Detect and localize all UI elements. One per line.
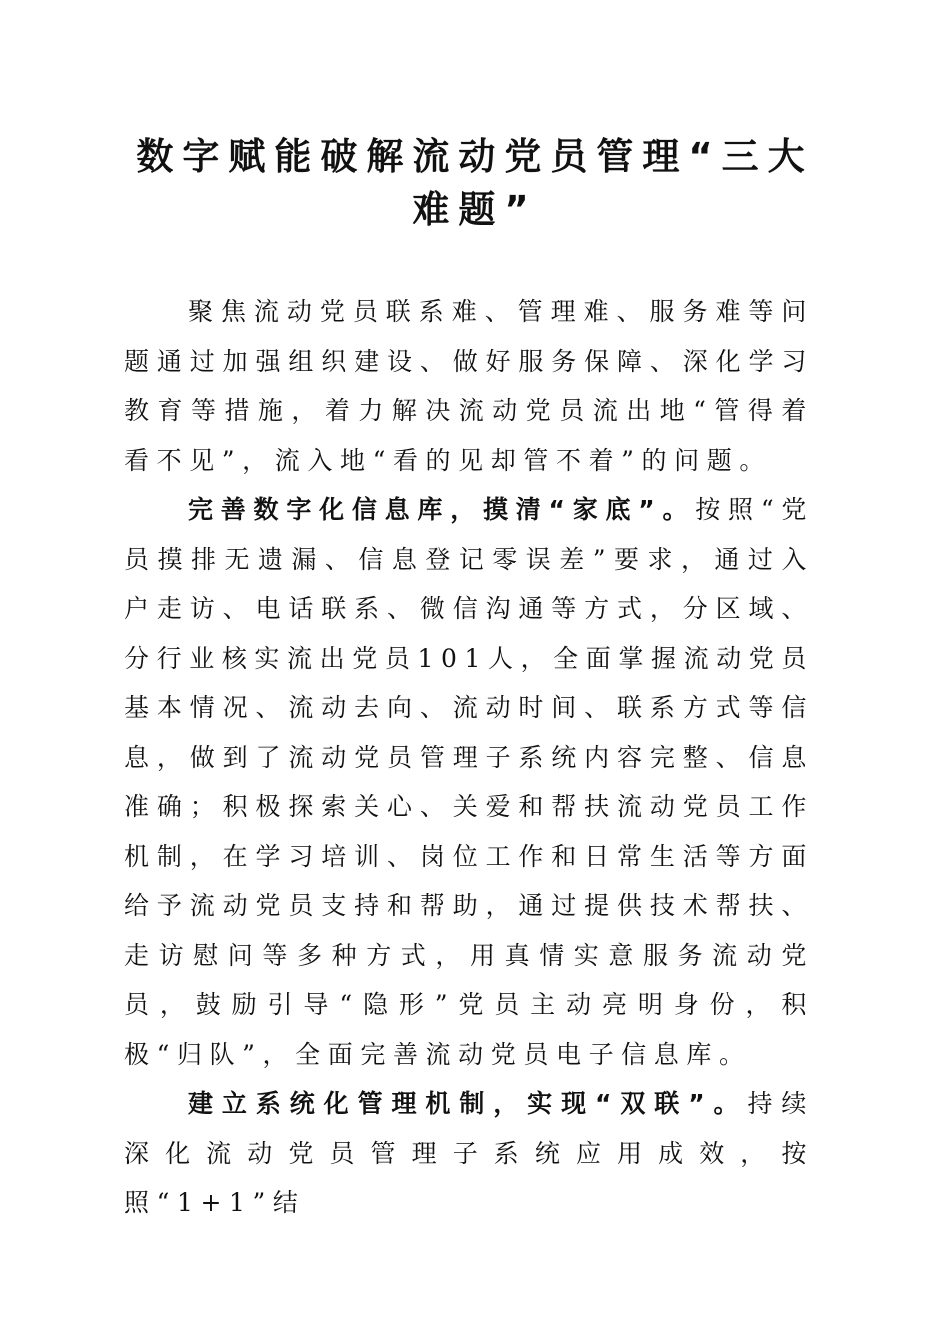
paragraph-text: 聚焦流动党员联系难、管理难、服务难等问题通过加强组织建设、做好服务保障、深化学习教育等措施，着力解决流动党员流出地“管得着看不见”，流入地“看的见却管不着”的问题。 xyxy=(124,297,814,475)
paragraph-intro xyxy=(124,287,814,485)
document-body xyxy=(124,287,814,1228)
paragraph-management-mechanism xyxy=(124,1079,814,1228)
paragraph-lead: 建立系统化管理机制，实现“双联”。 xyxy=(188,1089,748,1118)
paragraph-text: 持续深化流动党员管理子系统应用成效，按照“1+1”结 xyxy=(124,1089,814,1217)
paragraph-lead: 完善数字化信息库，摸清“家底”。 xyxy=(188,495,696,524)
paragraph-info-database xyxy=(124,485,814,1079)
paragraph-text: 按照“党员摸排无遗漏、信息登记零误差”要求，通过入户走访、电话联系、微信沟通等方式，分区域、分行业核实流出党员101人，全面掌握流动党员基本情况、流动去向、流动时间、联系方式等信息，做到了流动党员管理子系统内容完整、信息准确；积极探索关心、关爱和帮扶流动党员工作机制，在学习培训、岗位工作和日常生活等方面给予流动党员支持和帮助，通过提供技术帮扶、走访慰问等多种方式，用真情实意服务流动党员，鼓励引导“隐形”党员主动亮明身份，积极“归队”，全面完善流动党员电子信息库。 xyxy=(124,495,814,1069)
document-title: 数字赋能破解流动党员管理“三大难题” xyxy=(136,135,814,231)
